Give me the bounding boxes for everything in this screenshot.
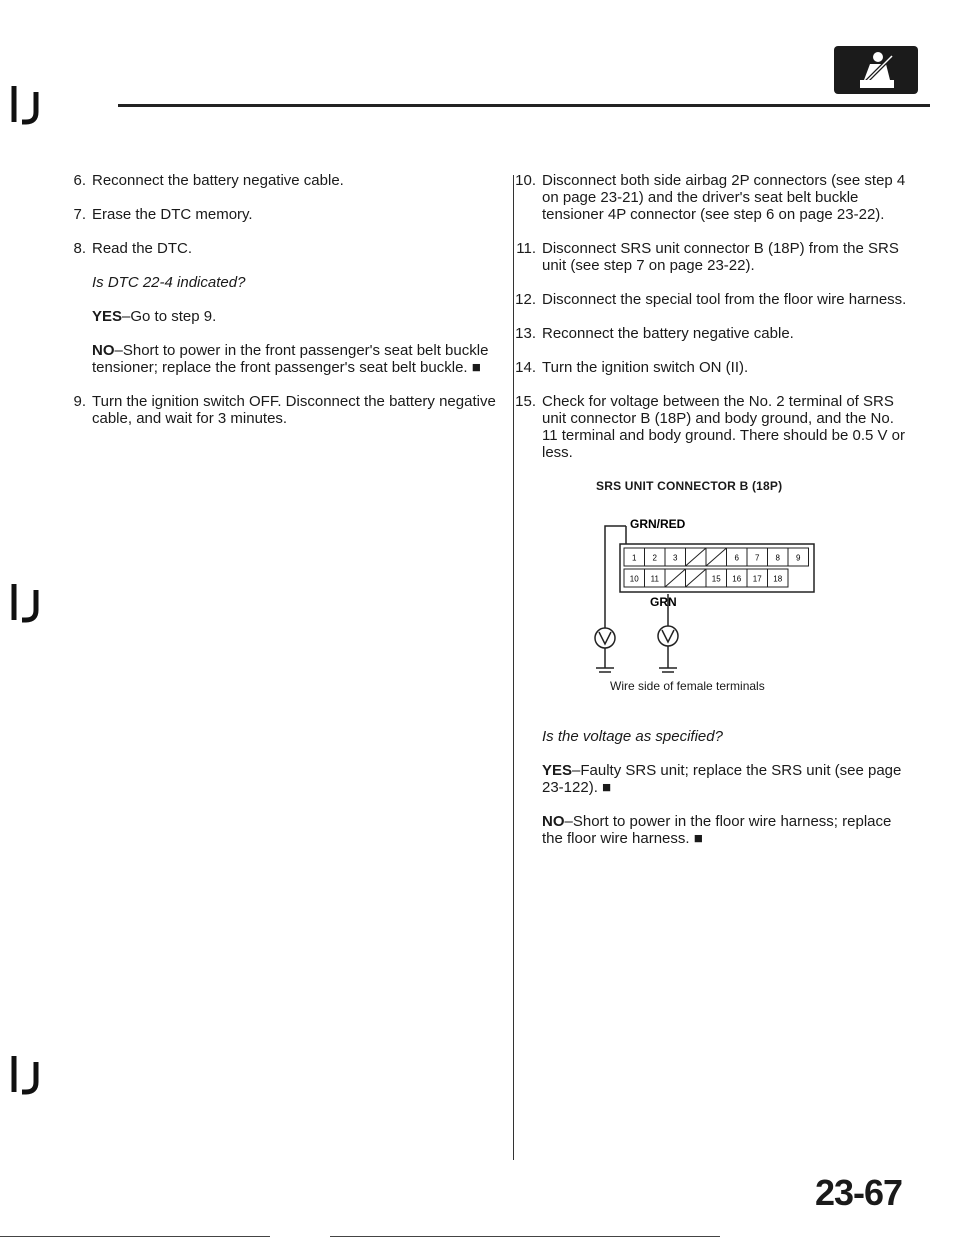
end-mark: ■ xyxy=(602,779,612,796)
step-12: 12. Disconnect the special tool from the floor wire harness. xyxy=(515,291,907,308)
terminal-number: 7 xyxy=(755,553,760,563)
binding-mark xyxy=(6,1052,48,1098)
answer-yes: YES–Go to step 9. xyxy=(92,308,217,325)
connector-drawing xyxy=(510,498,910,678)
diagram-title: SRS UNIT CONNECTOR B (18P) xyxy=(596,479,783,493)
label-grn: GRN xyxy=(650,595,677,609)
step-10: 10. Disconnect both side airbag 2P connectors (see step 4 on page 23-21) and the driver's seat belt buckle tensioner 4P connector (see step 6 on page 23-22). xyxy=(515,172,906,223)
terminal-number: 8 xyxy=(775,553,780,563)
answer-no: NO–Short to power in the floor wire harness; replace the floor wire harness. ■ xyxy=(542,813,892,847)
header-rule xyxy=(118,104,930,107)
footer-rule xyxy=(330,1236,720,1237)
terminal-number: 2 xyxy=(652,553,657,563)
page-number: 23-67 xyxy=(815,1172,903,1213)
binding-mark xyxy=(6,580,48,626)
left-column xyxy=(60,172,500,444)
label-grn-red: GRN/RED xyxy=(630,517,686,531)
question-dtc: Is DTC 22-4 indicated? xyxy=(92,274,246,291)
end-mark: ■ xyxy=(693,830,703,847)
step-11: 11. Disconnect SRS unit connector B (18P) from the SRS unit (see step 7 on page 23-22). xyxy=(516,240,899,274)
step-9: 9. Turn the ignition switch OFF. Disconnect the battery negative cable, and wait for 3 minutes. xyxy=(73,393,496,427)
terminal-number: 6 xyxy=(734,553,739,563)
terminal-number: 11 xyxy=(650,574,659,584)
voltmeter-icon xyxy=(658,626,678,672)
terminal-number: 16 xyxy=(732,574,742,584)
right-column xyxy=(510,172,910,864)
terminal-number: 9 xyxy=(796,553,801,563)
seat-belt-icon xyxy=(834,46,918,94)
end-mark: ■ xyxy=(471,359,481,376)
diagram-caption: Wire side of female terminals xyxy=(610,679,765,693)
step-13: 13. Reconnect the battery negative cable. xyxy=(515,325,794,342)
question-voltage: Is the voltage as specified? xyxy=(542,728,723,745)
terminal-number: 17 xyxy=(752,574,762,584)
binding-mark xyxy=(6,82,48,128)
step-6: 6. Reconnect the battery negative cable. xyxy=(73,172,344,189)
terminal-number: 15 xyxy=(711,574,721,584)
footer-rule xyxy=(0,1236,270,1237)
connector-diagram xyxy=(510,478,910,718)
step-15: 15. Check for voltage between the No. 2 terminal of SRS unit connector B (18P) and body ground, and the No. 11 terminal and body ground. There should be 0.5 V or less. xyxy=(515,393,906,461)
voltmeter-icon xyxy=(595,628,615,672)
answer-no: NO–Short to power in the front passenger's seat belt buckle tensioner; replace the front passenger's seat belt buckle. ■ xyxy=(92,342,489,376)
step-8: 8. Read the DTC. xyxy=(73,240,193,257)
terminal-number: 3 xyxy=(673,553,678,563)
step-7: 7. Erase the DTC memory. xyxy=(73,206,253,223)
terminal-number: 1 xyxy=(632,553,637,563)
step-14: 14. Turn the ignition switch ON (II). xyxy=(515,359,749,376)
answer-yes: YES–Faulty SRS unit; replace the SRS unit (see page 23-122). ■ xyxy=(542,762,902,796)
terminal-number: 10 xyxy=(629,574,639,584)
terminal-number: 18 xyxy=(773,574,783,584)
